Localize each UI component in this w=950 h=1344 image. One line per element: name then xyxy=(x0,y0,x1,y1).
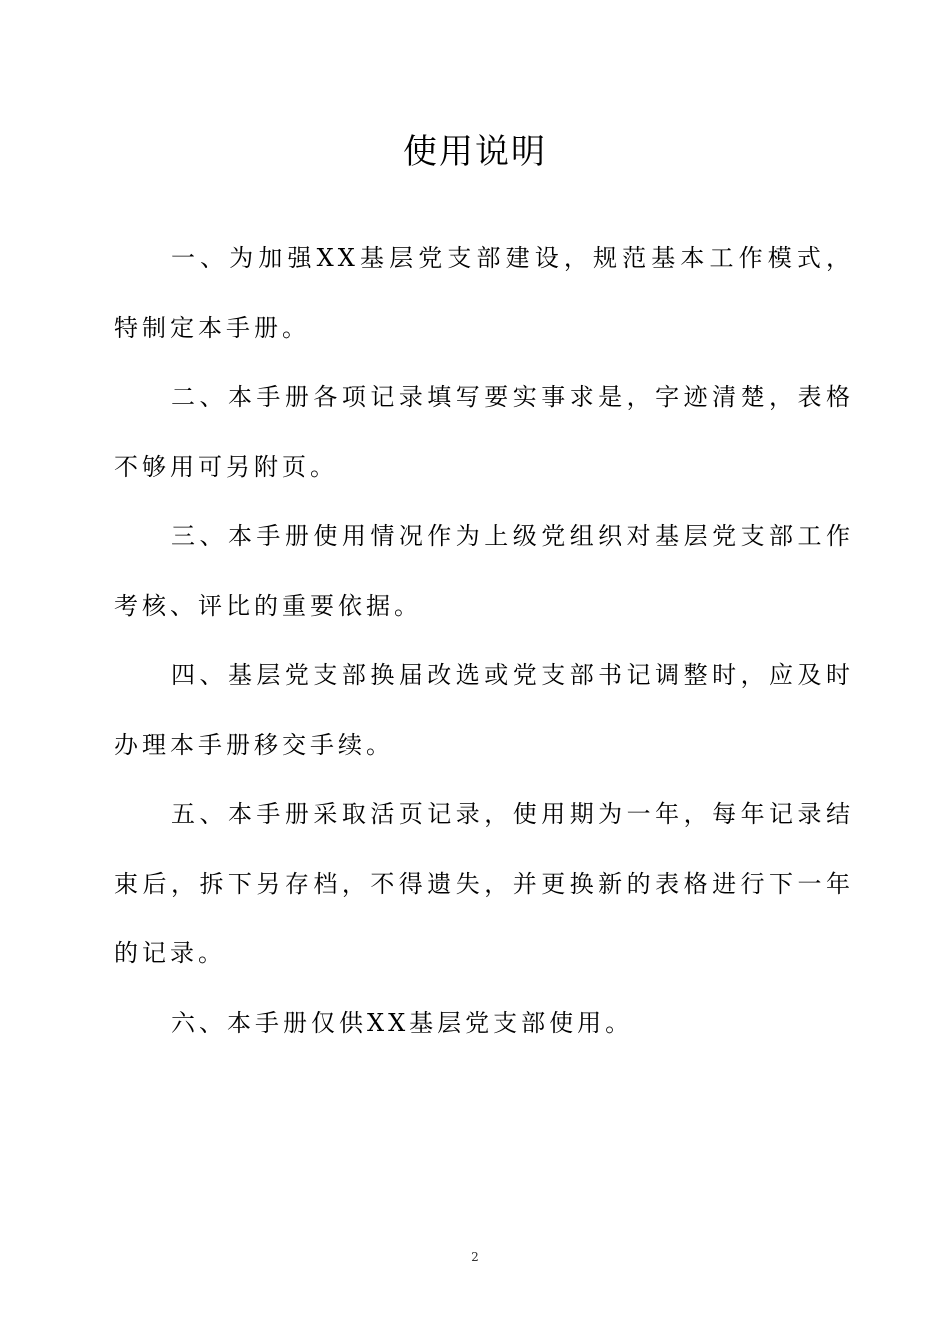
instruction-item-2: 二、本手册各项记录填写要实事求是，字迹清楚，表格不够用可另附页。 xyxy=(114,383,854,481)
page-title: 使用说明 xyxy=(403,132,547,172)
page-number: 2 xyxy=(471,1250,479,1264)
instruction-item-3: 三、本手册使用情况作为上级党组织对基层党支部工作考核、评比的重要依据。 xyxy=(114,522,854,620)
instructions-body xyxy=(114,224,854,1058)
instruction-item-4: 四、基层党支部换届改选或党支部书记调整时，应及时办理本手册移交手续。 xyxy=(114,661,854,759)
instruction-item-1: 一、为加强XX基层党支部建设，规范基本工作模式，特制定本手册。 xyxy=(114,244,854,342)
instruction-item-5: 五、本手册采取活页记录，使用期为一年，每年记录结束后，拆下另存档，不得遗失，并更换新的表格进行下一年的记录。 xyxy=(114,800,854,967)
instruction-item-6: 六、本手册仅供XX基层党支部使用。 xyxy=(171,1008,634,1037)
